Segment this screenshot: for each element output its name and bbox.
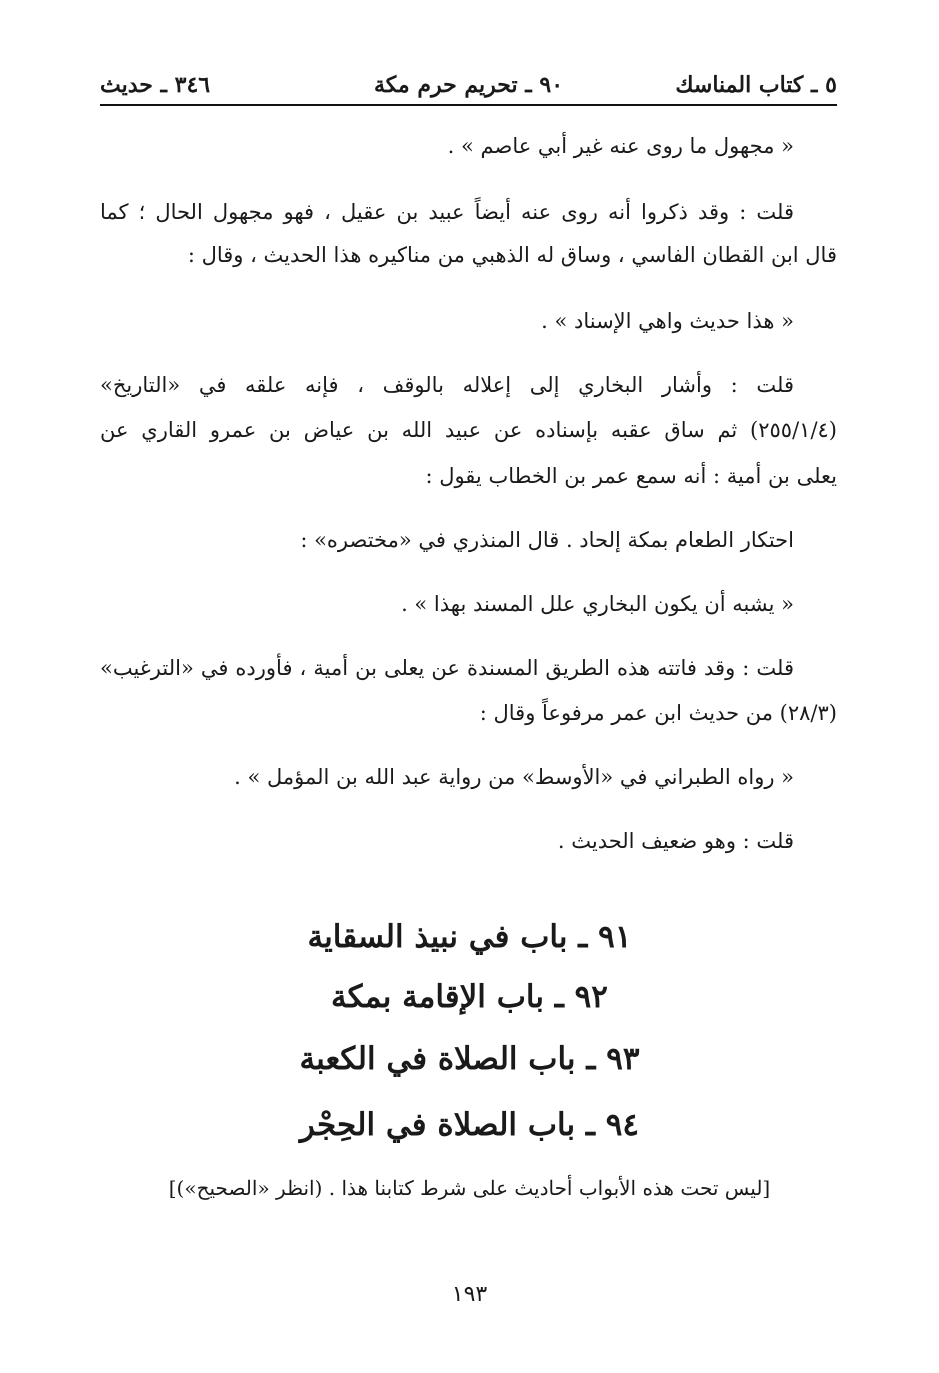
chapter-heading-92: ٩٢ ـ باب الإقامة بمكة xyxy=(331,979,608,1015)
body-line-6: (٢٥٥/١/٤) ثم ساق عقبه بإسناده عن عبيد الله بن عياض بن عمرو القاري عن xyxy=(100,418,837,442)
body-line-7: يعلى بن أمية : أنه سمع عمر بن الخطاب يقول : xyxy=(425,464,837,488)
chapter-heading-91: ٩١ ـ باب في نبيذ السقاية xyxy=(307,919,632,955)
header-rule xyxy=(100,104,837,106)
body-line-2: قلت : وقد ذكروا أنه روى عنه أيضاً عبيد بن عقيل ، فهو مجهول الحال ؛ كما xyxy=(100,200,794,224)
header-hadith-number: ٣٤٦ ـ حديث xyxy=(100,72,211,98)
body-line-5: قلت : وأشار البخاري إلى إعلاله بالوقف ، فإنه علقه في «التاريخ» xyxy=(100,373,794,397)
body-line-8: احتكار الطعام بمكة إلحاد . قال المنذري في «مختصره» : xyxy=(300,528,794,552)
editorial-note: [ليس تحت هذه الأبواب أحاديث على شرط كتابنا هذا . (انظر «الصحيح»)] xyxy=(168,1176,771,1200)
body-line-1: « مجهول ما روى عنه غير أبي عاصم » . xyxy=(447,134,794,158)
body-line-10: قلت : وقد فاتته هذه الطريق المسندة عن يعلى بن أمية ، فأورده في «الترغيب» xyxy=(100,656,794,680)
header-chapter-title: ٩٠ ـ تحريم حرم مكة xyxy=(373,72,564,98)
body-line-3: قال ابن القطان الفاسي ، وساق له الذهبي من مناكيره هذا الحديث ، وقال : xyxy=(187,243,837,267)
body-line-11: (٢٨/٣) من حديث ابن عمر مرفوعاً وقال : xyxy=(479,701,837,725)
body-line-12: « رواه الطبراني في «الأوسط» من رواية عبد الله بن المؤمل » . xyxy=(234,765,794,789)
page-number: ١٩٣ xyxy=(451,1282,488,1307)
chapter-heading-93: ٩٣ ـ باب الصلاة في الكعبة xyxy=(299,1041,640,1077)
body-line-13: قلت : وهو ضعيف الحديث . xyxy=(557,829,794,853)
body-line-9: « يشبه أن يكون البخاري علل المسند بهذا » . xyxy=(401,592,794,616)
body-line-4: « هذا حديث واهي الإسناد » . xyxy=(541,309,794,333)
chapter-heading-94: ٩٤ ـ باب الصلاة في الحِجْر xyxy=(299,1107,640,1143)
header-book-title: ٥ ـ كتاب المناسك xyxy=(675,72,837,98)
running-header xyxy=(100,68,837,102)
